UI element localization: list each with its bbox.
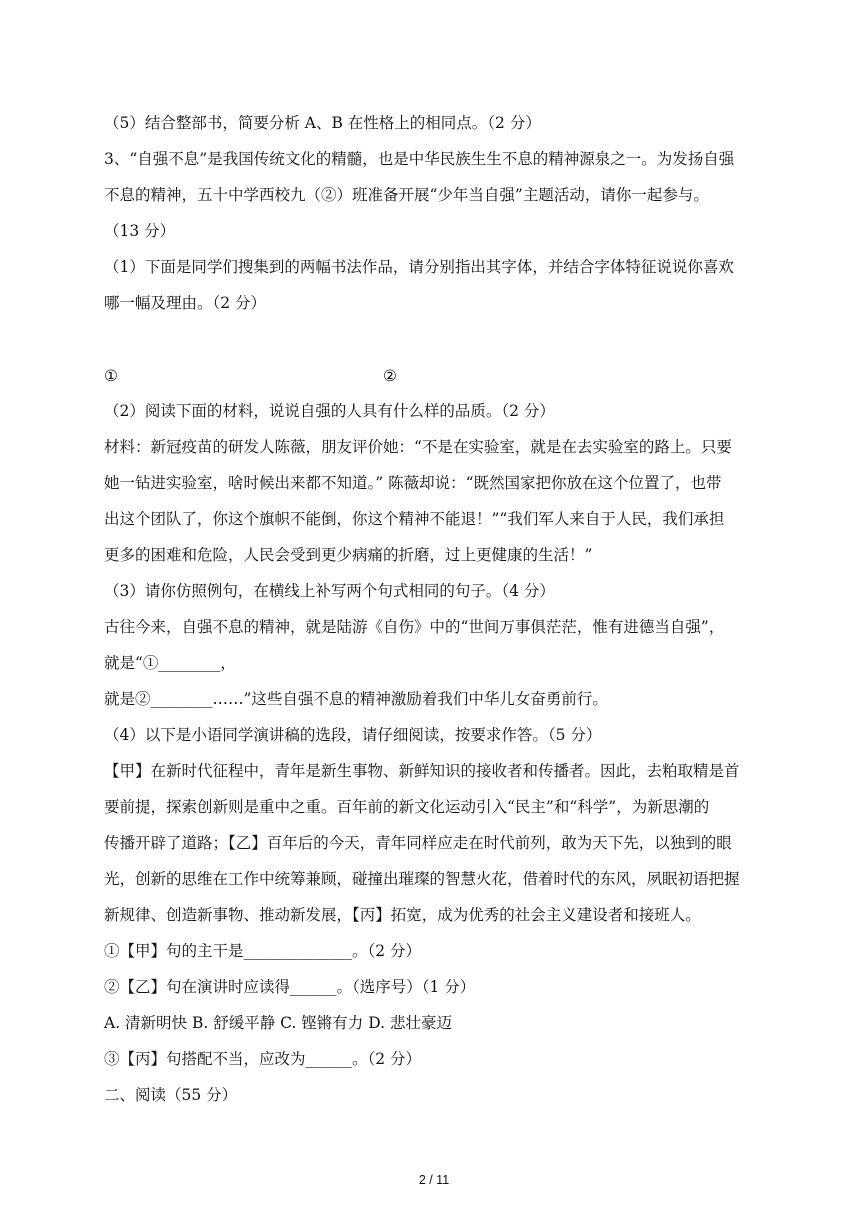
item-yi-options: A. 清新明快 B. 舒缓平静 C. 铿锵有力 D. 悲壮豪迈 <box>104 1014 452 1032</box>
material-line-1: 材料：新冠疫苗的研发人陈薇，朋友评价她：“不是在实验室，就是在去实验室的路上。只要 <box>104 438 732 456</box>
sub-question-1-line-2: 哪一幅及理由。（2 分） <box>104 294 267 312</box>
material-line-3: 出这个团队了，你这个旗帜不能倒，你这个精神不能退！”“我们军人来自于人民，我们承担 <box>104 510 725 528</box>
page-number: 2 / 11 <box>418 1173 450 1187</box>
speech-excerpt-line-2: 要前提，探索创新则是重中之重。百年前的新文化运动引入“民主”和“科学”，为新思潮的 <box>104 798 710 816</box>
item-yi-question: ②【乙】句在演讲时应读得______。（选序号）（1 分） <box>104 978 476 996</box>
fill-blank-line-1: 就是“①________， <box>104 654 236 672</box>
material-line-4: 更多的困难和危险，人民会受到更少病痛的折磨，过上更健康的生活！” <box>104 546 593 564</box>
section-two-heading: 二、阅读（55 分） <box>104 1086 238 1104</box>
question-3-intro-line-1: 3、“自强不息”是我国传统文化的精髓，也是中华民族生生不息的精神源泉之一。为发扬自强 <box>104 150 735 168</box>
speech-excerpt-line-1: 【甲】在新时代征程中，青年是新生事物、新鲜知识的接收者和传播者。因此，去粕取精是首 <box>104 762 740 780</box>
speech-excerpt-line-5: 新规律、创造新事物、推动新发展，【丙】拓宽，成为优秀的社会主义建设者和接班人。 <box>104 906 701 924</box>
question-3-score-line: （13 分） <box>104 222 176 240</box>
example-sentence-line: 古往今来，自强不息的精神，就是陆游《自伤》中的“世间万事俱茫茫，惟有进德当自强”， <box>104 618 725 636</box>
speech-excerpt-line-4: 光，创新的思维在工作中统筹兼顾，碰撞出璀璨的智慧火花，借着时代的东风，夙眠初语把握 <box>104 870 740 888</box>
question-5-line: （5）结合整部书，简要分析 A、B 在性格上的相同点。（2 分） <box>104 114 541 132</box>
sub-question-2-line: （2）阅读下面的材料，说说自强的人具有什么样的品质。（2 分） <box>104 402 555 420</box>
speech-excerpt-line-3: 传播开辟了道路；【乙】百年后的今天，青年同样应走在时代前列，敢为天下先，以独到的眼 <box>104 834 732 852</box>
fill-blank-line-2: 就是②________……”这些自强不息的精神激励着我们中华儿女奋勇前行。 <box>104 690 608 708</box>
question-3-intro-line-2: 不息的精神，五十中学西校九（②）班准备开展“少年当自强”主题活动，请你一起参与。 <box>104 186 709 204</box>
calligraphy-marker-1: ① <box>104 367 118 385</box>
sub-question-3-line: （3）请你仿照例句，在横线上补写两个句式相同的句子。（4 分） <box>104 582 555 600</box>
calligraphy-marker-2: ② <box>383 367 397 385</box>
sub-question-4-line: （4）以下是小语同学演讲稿的选段，请仔细阅读，按要求作答。（5 分） <box>104 726 602 744</box>
sub-question-1-line-1: （1）下面是同学们搜集到的两幅书法作品，请分别指出其字体，并结合字体特征说说你喜欢 <box>104 258 734 276</box>
item-bing-question: ③【丙】句搭配不当，应改为______。（2 分） <box>104 1050 422 1068</box>
item-jia-question: ①【甲】句的主干是______________。（2 分） <box>104 942 422 960</box>
material-line-2: 她一钻进实验室，啥时候出来都不知道。” 陈薇却说：“既然国家把你放在这个位置了，也带 <box>104 474 722 492</box>
